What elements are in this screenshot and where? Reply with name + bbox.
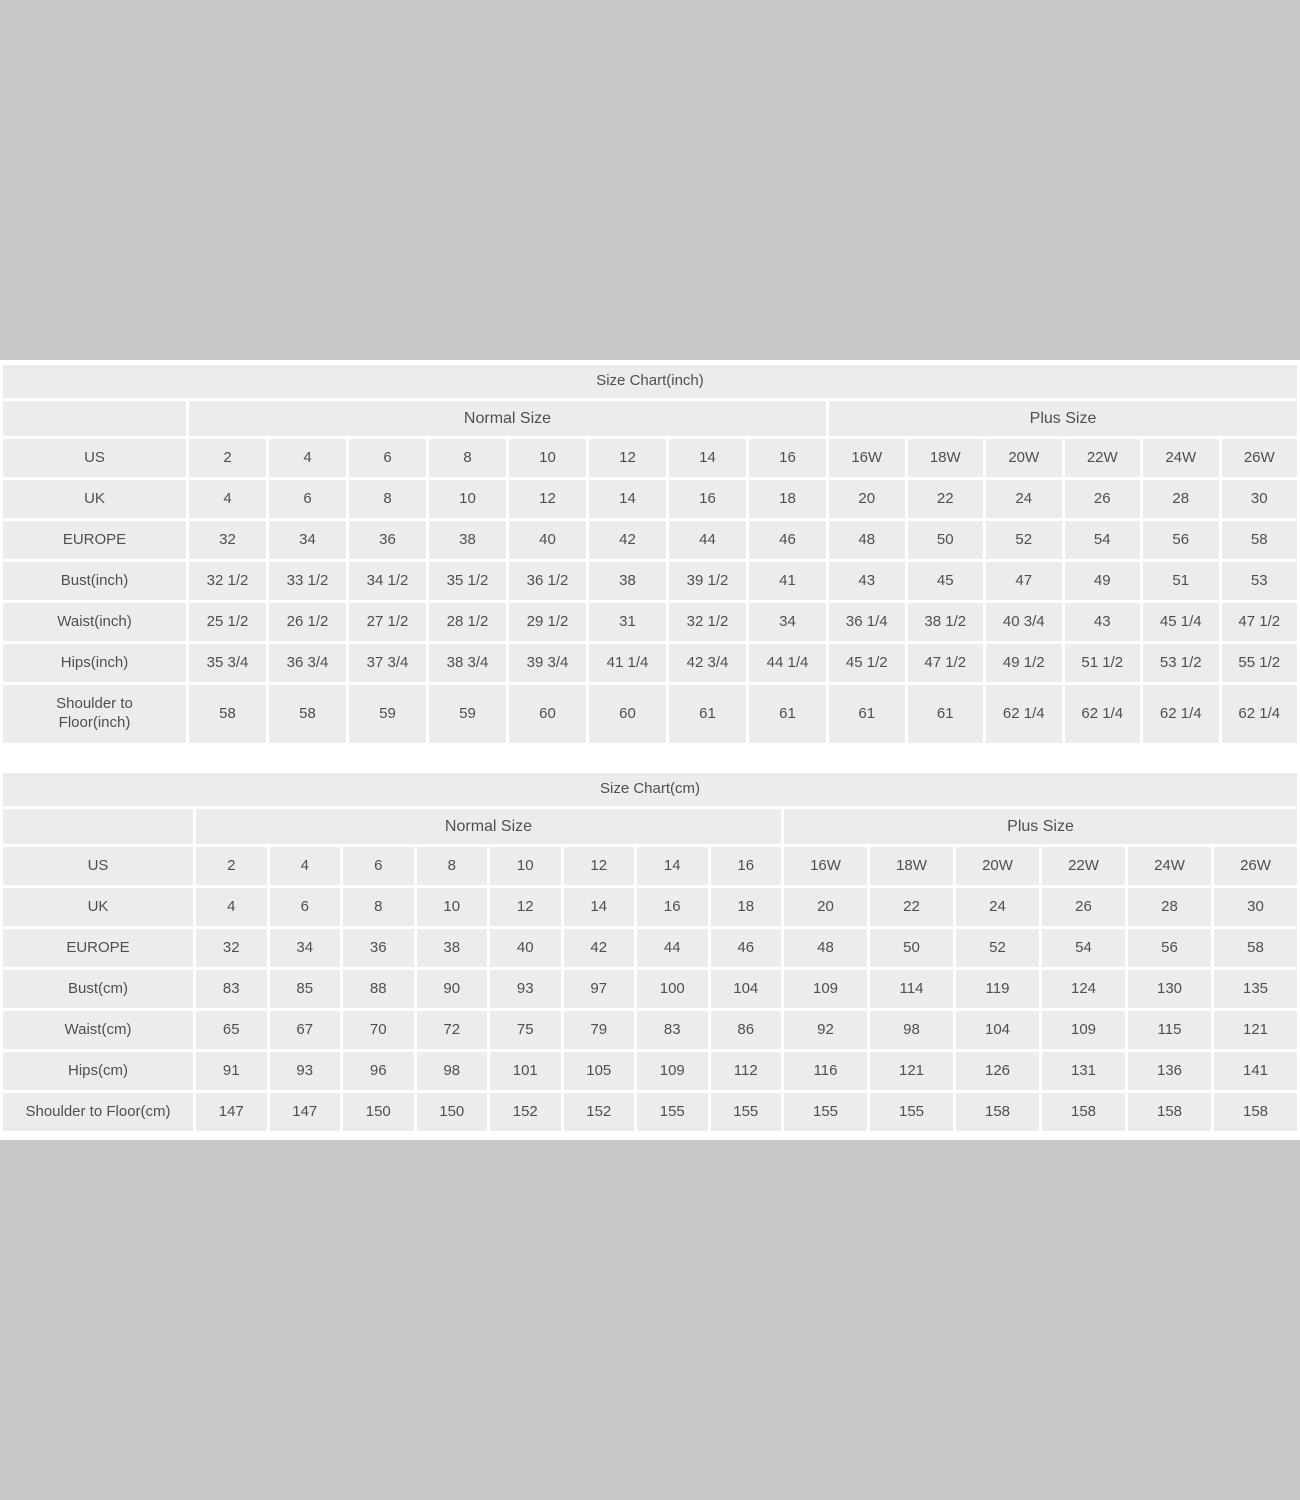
data-cell: 60 bbox=[589, 685, 666, 743]
data-cell: 43 bbox=[829, 562, 905, 600]
data-cell: 104 bbox=[711, 970, 782, 1008]
data-cell: 48 bbox=[784, 929, 867, 967]
data-cell: 158 bbox=[1128, 1093, 1211, 1131]
table-row-bust-inch bbox=[3, 562, 1297, 600]
row-label-waist-cm: Waist(cm) bbox=[3, 1011, 193, 1049]
data-cell: 136 bbox=[1128, 1052, 1211, 1090]
group-header-normal-size: Normal Size bbox=[189, 401, 826, 436]
data-cell: 62 1/4 bbox=[986, 685, 1062, 743]
data-cell: 12 bbox=[509, 480, 586, 518]
table-row-uk bbox=[3, 480, 1297, 518]
data-cell: 22W bbox=[1065, 439, 1141, 477]
data-cell: 20W bbox=[986, 439, 1062, 477]
row-label-europe: EUROPE bbox=[3, 521, 186, 559]
row-label-uk: UK bbox=[3, 888, 193, 926]
data-cell: 32 bbox=[189, 521, 266, 559]
table-row-us bbox=[3, 847, 1297, 885]
data-cell: 35 3/4 bbox=[189, 644, 266, 682]
data-cell: 38 bbox=[429, 521, 506, 559]
data-cell: 61 bbox=[749, 685, 826, 743]
data-cell: 25 1/2 bbox=[189, 603, 266, 641]
data-cell: 115 bbox=[1128, 1011, 1211, 1049]
data-cell: 28 bbox=[1128, 888, 1211, 926]
data-cell: 16 bbox=[711, 847, 782, 885]
size-chart-inch-title-row bbox=[3, 365, 1297, 398]
data-cell: 28 1/2 bbox=[429, 603, 506, 641]
data-cell: 34 bbox=[270, 929, 341, 967]
data-cell: 4 bbox=[189, 480, 266, 518]
data-cell: 131 bbox=[1042, 1052, 1125, 1090]
data-cell: 18 bbox=[711, 888, 782, 926]
data-cell: 92 bbox=[784, 1011, 867, 1049]
data-cell: 2 bbox=[196, 847, 267, 885]
size-chart-cm-title-row bbox=[3, 773, 1297, 806]
table-row-us bbox=[3, 439, 1297, 477]
data-cell: 49 1/2 bbox=[986, 644, 1062, 682]
data-cell: 16W bbox=[829, 439, 905, 477]
data-cell: 38 3/4 bbox=[429, 644, 506, 682]
data-cell: 67 bbox=[270, 1011, 341, 1049]
data-cell: 22 bbox=[870, 888, 953, 926]
data-cell: 62 1/4 bbox=[1222, 685, 1298, 743]
data-cell: 36 bbox=[349, 521, 426, 559]
data-cell: 35 1/2 bbox=[429, 562, 506, 600]
data-cell: 98 bbox=[417, 1052, 488, 1090]
data-cell: 14 bbox=[637, 847, 708, 885]
data-cell: 50 bbox=[870, 929, 953, 967]
data-cell: 36 1/4 bbox=[829, 603, 905, 641]
row-label-europe: EUROPE bbox=[3, 929, 193, 967]
data-cell: 4 bbox=[270, 847, 341, 885]
data-cell: 6 bbox=[343, 847, 414, 885]
data-cell: 46 bbox=[749, 521, 826, 559]
data-cell: 14 bbox=[589, 480, 666, 518]
data-cell: 18 bbox=[749, 480, 826, 518]
data-cell: 100 bbox=[637, 970, 708, 1008]
size-chart-inch-title: Size Chart(inch) bbox=[3, 365, 1297, 398]
data-cell: 38 bbox=[417, 929, 488, 967]
data-cell: 22 bbox=[908, 480, 984, 518]
data-cell: 38 bbox=[589, 562, 666, 600]
data-cell: 48 bbox=[829, 521, 905, 559]
row-label-waist-inch: Waist(inch) bbox=[3, 603, 186, 641]
data-cell: 32 bbox=[196, 929, 267, 967]
data-cell: 101 bbox=[490, 1052, 561, 1090]
table-gap bbox=[0, 746, 1300, 770]
row-label-shoulder-to-floor-cm: Shoulder to Floor(cm) bbox=[3, 1093, 193, 1131]
data-cell: 27 1/2 bbox=[349, 603, 426, 641]
data-cell: 40 bbox=[490, 929, 561, 967]
data-cell: 93 bbox=[270, 1052, 341, 1090]
data-cell: 20 bbox=[829, 480, 905, 518]
data-cell: 49 bbox=[1065, 562, 1141, 600]
data-cell: 70 bbox=[343, 1011, 414, 1049]
data-cell: 147 bbox=[196, 1093, 267, 1131]
row-label-uk: UK bbox=[3, 480, 186, 518]
table-row-bust-cm bbox=[3, 970, 1297, 1008]
data-cell: 58 bbox=[269, 685, 346, 743]
data-cell: 158 bbox=[1042, 1093, 1125, 1131]
data-cell: 158 bbox=[956, 1093, 1039, 1131]
data-cell: 45 1/2 bbox=[829, 644, 905, 682]
table-row-europe bbox=[3, 929, 1297, 967]
data-cell: 105 bbox=[564, 1052, 635, 1090]
data-cell: 36 3/4 bbox=[269, 644, 346, 682]
data-cell: 12 bbox=[564, 847, 635, 885]
group-header-corner bbox=[3, 809, 193, 844]
data-cell: 155 bbox=[637, 1093, 708, 1131]
data-cell: 135 bbox=[1214, 970, 1297, 1008]
data-cell: 52 bbox=[986, 521, 1062, 559]
data-cell: 104 bbox=[956, 1011, 1039, 1049]
row-label-hips-inch: Hips(inch) bbox=[3, 644, 186, 682]
data-cell: 152 bbox=[490, 1093, 561, 1131]
data-cell: 47 bbox=[986, 562, 1062, 600]
data-cell: 61 bbox=[908, 685, 984, 743]
data-cell: 155 bbox=[870, 1093, 953, 1131]
data-cell: 114 bbox=[870, 970, 953, 1008]
table-row-hips-cm bbox=[3, 1052, 1297, 1090]
row-label-hips-cm: Hips(cm) bbox=[3, 1052, 193, 1090]
data-cell: 6 bbox=[349, 439, 426, 477]
size-chart-inch-group-row bbox=[3, 401, 1297, 436]
data-cell: 62 1/4 bbox=[1143, 685, 1219, 743]
data-cell: 40 bbox=[509, 521, 586, 559]
data-cell: 24W bbox=[1128, 847, 1211, 885]
data-cell: 141 bbox=[1214, 1052, 1297, 1090]
data-cell: 16W bbox=[784, 847, 867, 885]
table-row-uk bbox=[3, 888, 1297, 926]
data-cell: 8 bbox=[429, 439, 506, 477]
data-cell: 22W bbox=[1042, 847, 1125, 885]
data-cell: 36 bbox=[343, 929, 414, 967]
data-cell: 147 bbox=[270, 1093, 341, 1131]
data-cell: 155 bbox=[784, 1093, 867, 1131]
data-cell: 51 1/2 bbox=[1065, 644, 1141, 682]
data-cell: 26 1/2 bbox=[269, 603, 346, 641]
data-cell: 18W bbox=[908, 439, 984, 477]
data-cell: 75 bbox=[490, 1011, 561, 1049]
data-cell: 4 bbox=[196, 888, 267, 926]
data-cell: 90 bbox=[417, 970, 488, 1008]
data-cell: 36 1/2 bbox=[509, 562, 586, 600]
data-cell: 121 bbox=[1214, 1011, 1297, 1049]
data-cell: 109 bbox=[1042, 1011, 1125, 1049]
data-cell: 44 bbox=[669, 521, 746, 559]
data-cell: 124 bbox=[1042, 970, 1125, 1008]
data-cell: 33 1/2 bbox=[269, 562, 346, 600]
data-cell: 62 1/4 bbox=[1065, 685, 1141, 743]
data-cell: 61 bbox=[669, 685, 746, 743]
data-cell: 112 bbox=[711, 1052, 782, 1090]
data-cell: 31 bbox=[589, 603, 666, 641]
data-cell: 109 bbox=[637, 1052, 708, 1090]
data-cell: 24 bbox=[956, 888, 1039, 926]
data-cell: 39 3/4 bbox=[509, 644, 586, 682]
data-cell: 26 bbox=[1065, 480, 1141, 518]
group-header-plus-size: Plus Size bbox=[829, 401, 1297, 436]
data-cell: 28 bbox=[1143, 480, 1219, 518]
data-cell: 45 bbox=[908, 562, 984, 600]
data-cell: 20W bbox=[956, 847, 1039, 885]
data-cell: 91 bbox=[196, 1052, 267, 1090]
data-cell: 116 bbox=[784, 1052, 867, 1090]
data-cell: 45 1/4 bbox=[1143, 603, 1219, 641]
data-cell: 18W bbox=[870, 847, 953, 885]
data-cell: 130 bbox=[1128, 970, 1211, 1008]
data-cell: 32 1/2 bbox=[189, 562, 266, 600]
data-cell: 109 bbox=[784, 970, 867, 1008]
data-cell: 12 bbox=[589, 439, 666, 477]
data-cell: 43 bbox=[1065, 603, 1141, 641]
data-cell: 16 bbox=[669, 480, 746, 518]
data-cell: 24W bbox=[1143, 439, 1219, 477]
group-header-plus-size: Plus Size bbox=[784, 809, 1297, 844]
data-cell: 29 1/2 bbox=[509, 603, 586, 641]
data-cell: 6 bbox=[270, 888, 341, 926]
data-cell: 34 1/2 bbox=[349, 562, 426, 600]
data-cell: 56 bbox=[1143, 521, 1219, 559]
data-cell: 8 bbox=[417, 847, 488, 885]
data-cell: 96 bbox=[343, 1052, 414, 1090]
data-cell: 38 1/2 bbox=[908, 603, 984, 641]
data-cell: 16 bbox=[749, 439, 826, 477]
data-cell: 86 bbox=[711, 1011, 782, 1049]
table-row-hips-inch bbox=[3, 644, 1297, 682]
row-label-us: US bbox=[3, 847, 193, 885]
data-cell: 83 bbox=[637, 1011, 708, 1049]
data-cell: 26W bbox=[1214, 847, 1297, 885]
data-cell: 54 bbox=[1065, 521, 1141, 559]
data-cell: 52 bbox=[956, 929, 1039, 967]
data-cell: 47 1/2 bbox=[1222, 603, 1298, 641]
data-cell: 58 bbox=[1214, 929, 1297, 967]
data-cell: 47 1/2 bbox=[908, 644, 984, 682]
data-cell: 10 bbox=[490, 847, 561, 885]
data-cell: 85 bbox=[270, 970, 341, 1008]
data-cell: 42 3/4 bbox=[669, 644, 746, 682]
data-cell: 2 bbox=[189, 439, 266, 477]
table-row-waist-inch bbox=[3, 603, 1297, 641]
data-cell: 150 bbox=[343, 1093, 414, 1131]
data-cell: 6 bbox=[269, 480, 346, 518]
data-cell: 10 bbox=[509, 439, 586, 477]
data-cell: 14 bbox=[669, 439, 746, 477]
group-header-normal-size: Normal Size bbox=[196, 809, 781, 844]
data-cell: 97 bbox=[564, 970, 635, 1008]
data-cell: 44 bbox=[637, 929, 708, 967]
data-cell: 79 bbox=[564, 1011, 635, 1049]
data-cell: 58 bbox=[1222, 521, 1298, 559]
data-cell: 8 bbox=[343, 888, 414, 926]
data-cell: 60 bbox=[509, 685, 586, 743]
data-cell: 51 bbox=[1143, 562, 1219, 600]
data-cell: 98 bbox=[870, 1011, 953, 1049]
data-cell: 121 bbox=[870, 1052, 953, 1090]
group-header-corner bbox=[3, 401, 186, 436]
data-cell: 158 bbox=[1214, 1093, 1297, 1131]
table-row-shoulder-to-floor-inch bbox=[3, 685, 1297, 743]
data-cell: 16 bbox=[637, 888, 708, 926]
data-cell: 46 bbox=[711, 929, 782, 967]
data-cell: 59 bbox=[429, 685, 506, 743]
data-cell: 155 bbox=[711, 1093, 782, 1131]
data-cell: 72 bbox=[417, 1011, 488, 1049]
data-cell: 119 bbox=[956, 970, 1039, 1008]
data-cell: 10 bbox=[429, 480, 506, 518]
table-row-europe bbox=[3, 521, 1297, 559]
size-chart-cm-table bbox=[0, 770, 1300, 1134]
data-cell: 41 bbox=[749, 562, 826, 600]
row-label-shoulder-to-floor-inch: Shoulder to Floor(inch) bbox=[3, 685, 186, 743]
data-cell: 59 bbox=[349, 685, 426, 743]
data-cell: 40 3/4 bbox=[986, 603, 1062, 641]
data-cell: 26 bbox=[1042, 888, 1125, 926]
table-row-waist-cm bbox=[3, 1011, 1297, 1049]
data-cell: 50 bbox=[908, 521, 984, 559]
table-row-shoulder-to-floor-cm bbox=[3, 1093, 1297, 1131]
data-cell: 152 bbox=[564, 1093, 635, 1131]
data-cell: 20 bbox=[784, 888, 867, 926]
data-cell: 55 1/2 bbox=[1222, 644, 1298, 682]
data-cell: 32 1/2 bbox=[669, 603, 746, 641]
data-cell: 30 bbox=[1214, 888, 1297, 926]
size-chart-panel bbox=[0, 360, 1300, 1140]
row-label-us: US bbox=[3, 439, 186, 477]
data-cell: 14 bbox=[564, 888, 635, 926]
data-cell: 10 bbox=[417, 888, 488, 926]
data-cell: 150 bbox=[417, 1093, 488, 1131]
data-cell: 53 1/2 bbox=[1143, 644, 1219, 682]
data-cell: 8 bbox=[349, 480, 426, 518]
data-cell: 4 bbox=[269, 439, 346, 477]
data-cell: 93 bbox=[490, 970, 561, 1008]
data-cell: 26W bbox=[1222, 439, 1298, 477]
data-cell: 30 bbox=[1222, 480, 1298, 518]
data-cell: 34 bbox=[269, 521, 346, 559]
data-cell: 54 bbox=[1042, 929, 1125, 967]
data-cell: 39 1/2 bbox=[669, 562, 746, 600]
size-chart-inch-table bbox=[0, 362, 1300, 746]
data-cell: 41 1/4 bbox=[589, 644, 666, 682]
row-label-bust-cm: Bust(cm) bbox=[3, 970, 193, 1008]
size-chart-cm-title: Size Chart(cm) bbox=[3, 773, 1297, 806]
background-top bbox=[0, 0, 1300, 360]
data-cell: 12 bbox=[490, 888, 561, 926]
data-cell: 126 bbox=[956, 1052, 1039, 1090]
data-cell: 56 bbox=[1128, 929, 1211, 967]
data-cell: 65 bbox=[196, 1011, 267, 1049]
row-label-bust-inch: Bust(inch) bbox=[3, 562, 186, 600]
data-cell: 58 bbox=[189, 685, 266, 743]
data-cell: 42 bbox=[589, 521, 666, 559]
size-chart-cm-group-row bbox=[3, 809, 1297, 844]
data-cell: 44 1/4 bbox=[749, 644, 826, 682]
data-cell: 88 bbox=[343, 970, 414, 1008]
data-cell: 34 bbox=[749, 603, 826, 641]
data-cell: 42 bbox=[564, 929, 635, 967]
data-cell: 24 bbox=[986, 480, 1062, 518]
size-chart-inch-mount bbox=[0, 362, 1300, 746]
size-chart-cm-mount bbox=[0, 770, 1300, 1134]
data-cell: 83 bbox=[196, 970, 267, 1008]
data-cell: 53 bbox=[1222, 562, 1298, 600]
data-cell: 61 bbox=[829, 685, 905, 743]
data-cell: 37 3/4 bbox=[349, 644, 426, 682]
